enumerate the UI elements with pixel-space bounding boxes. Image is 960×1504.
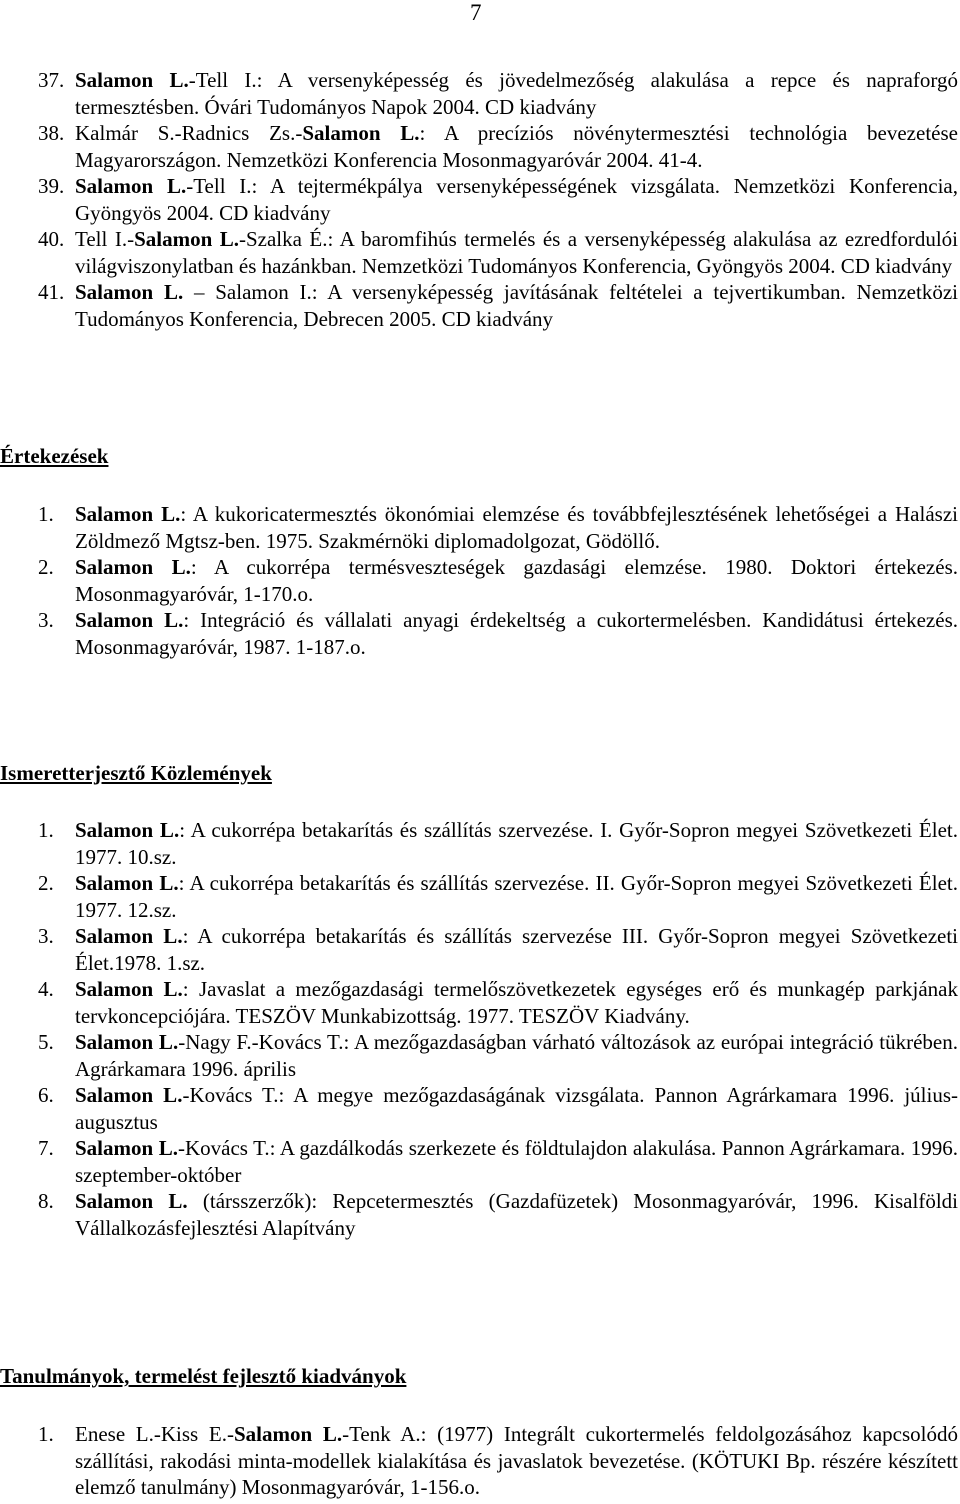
item-number: 8. — [38, 1189, 54, 1213]
item-number: 1. — [38, 502, 54, 526]
section-heading-studies: Tanulmányok, termelést fejlesztő kiadványok — [0, 1364, 407, 1388]
conference-publication-list — [38, 67, 958, 332]
publication-item — [38, 120, 958, 173]
citation-text: -Tell I.: A tejtermékpálya versenyképességének vizsgálata. Nemzetközi Konferencia, Gyöngyös 2004. CD kiadvány — [75, 174, 958, 225]
citation-text: -Nagy F.-Kovács T.: A mezőgazdaságban várható változások az európai integráció tükrében. Agrárkamara 1996. április — [75, 1030, 958, 1081]
author-highlight: Salamon L. — [75, 280, 184, 304]
section-heading-dissertations: Értekezések — [0, 444, 109, 468]
publication-item — [38, 554, 958, 607]
publication-item — [38, 976, 958, 1029]
publication-item — [38, 1188, 958, 1241]
publication-item — [38, 817, 958, 870]
citation-text: Tell I.- — [75, 227, 135, 251]
item-number: 5. — [38, 1030, 54, 1054]
publication-item — [38, 1421, 958, 1501]
citation-text: : A kukoricatermesztés ökonómiai elemzése és továbbfejlesztésének lehetőségei a Halászi Zöldmező Mgtsz-ben. 1975. Szakmérnöki diplomadolgozat, Gödöllő. — [75, 502, 958, 553]
author-highlight: Salamon L. — [75, 1136, 178, 1160]
author-highlight: Salamon L. — [75, 502, 181, 526]
citation-text: Enese L.-Kiss E.- — [75, 1422, 234, 1446]
citation-text: -Kovács T.: A gazdálkodás szerkezete és földtulajdon alakulása. Pannon Agrárkamara. 1996. szeptember-október — [75, 1136, 958, 1187]
author-highlight: Salamon L. — [75, 1030, 179, 1054]
publication-item — [38, 1029, 958, 1082]
author-highlight: Salamon L. — [134, 227, 239, 251]
section-heading-popular-publications: Ismeretterjesztő Közlemények — [0, 761, 272, 785]
publication-item — [38, 1135, 958, 1188]
item-number: 37. — [38, 68, 65, 92]
author-highlight: Salamon L. — [75, 608, 184, 632]
author-highlight: Salamon L. — [75, 174, 187, 198]
publication-item — [38, 501, 958, 554]
citation-text: : A cukorrépa betakarítás és szállítás szervezése. I. Győr-Sopron megyei Szövetkezeti Élet. 1977. 10.sz. — [75, 818, 958, 869]
item-number: 2. — [38, 871, 54, 895]
author-highlight: Salamon L. — [75, 1189, 188, 1213]
publication-item — [38, 279, 958, 332]
author-highlight: Salamon L. — [75, 924, 183, 948]
citation-text: (társszerzők): Repcetermesztés (Gazdafüzetek) Mosonmagyaróvár, 1996. Kisalföldi Vállalkozásfejlesztési Alapítvány — [75, 1189, 959, 1240]
dissertation-list — [38, 501, 958, 660]
publication-item — [38, 923, 958, 976]
citation-text: : Javaslat a mezőgazdasági termelőszövetkezetek egységes erő és munkagép parkjának tervkoncepciójára. TESZÖV Munkabizottság. 1977. TESZÖV Kiadvány. — [75, 977, 958, 1028]
author-highlight: Salamon L. — [75, 1083, 183, 1107]
citation-text: -Kovács T.: A megye mezőgazdaságának vizsgálata. Pannon Agrárkamara 1996. július-augusztus — [75, 1083, 959, 1134]
item-number: 7. — [38, 1136, 54, 1160]
citation-text: : A cukorrépa termésveszteségek gazdasági elemzése. 1980. Doktori értekezés. Mosonmagyaróvár, 1-170.o. — [75, 555, 958, 606]
popular-publication-list — [38, 817, 958, 1241]
item-number: 40. — [38, 227, 65, 251]
publication-item — [38, 173, 958, 226]
item-number: 1. — [38, 818, 54, 842]
publication-item — [38, 607, 958, 660]
page-number: 7 — [470, 0, 482, 25]
publication-item — [38, 67, 958, 120]
author-highlight: Salamon L. — [75, 977, 183, 1001]
citation-text: : A cukorrépa betakarítás és szállítás szervezése. II. Győr-Sopron megyei Szövetkezeti Élet. 1977. 12.sz. — [75, 871, 958, 922]
author-highlight: Salamon L. — [302, 121, 420, 145]
citation-text: : A cukorrépa betakarítás és szállítás szervezése III. Győr-Sopron megyei Szövetkezeti Élet.1978. 1.sz. — [75, 924, 959, 975]
item-number: 38. — [38, 121, 65, 145]
item-number: 1. — [38, 1422, 54, 1446]
item-number: 3. — [38, 608, 54, 632]
item-number: 6. — [38, 1083, 54, 1107]
author-highlight: Salamon L. — [233, 1422, 343, 1446]
citation-text: : A precíziós növénytermesztési technológia bevezetése Magyarországon. Nemzetközi Konferencia Mosonmagyaróvár 2004. 41-4. — [75, 121, 958, 172]
publication-item — [38, 870, 958, 923]
citation-text: -Tell I.: A versenyképesség és jövedelmezőség alakulása a repce és napraforgó termesztésben. Óvári Tudományos Napok 2004. CD kiadvány — [75, 68, 958, 119]
studies-list — [38, 1421, 958, 1501]
author-highlight: Salamon L. — [75, 871, 179, 895]
item-number: 3. — [38, 924, 54, 948]
citation-text: – Salamon I.: A versenyképesség javításának feltételei a tejvertikumban. Nemzetközi Tudományos Konferencia, Debrecen 2005. CD kiadvány — [75, 280, 958, 331]
item-number: 2. — [38, 555, 54, 579]
author-highlight: Salamon L. — [75, 818, 180, 842]
item-number: 4. — [38, 977, 54, 1001]
publication-item — [38, 1082, 958, 1135]
citation-text: : Integráció és vállalati anyagi érdekeltség a cukortermelésben. Kandidátusi értekezés. Mosonmagyaróvár, 1987. 1-187.o. — [75, 608, 958, 659]
author-highlight: Salamon L. — [75, 68, 189, 92]
citation-text: Kalmár S.-Radnics Zs.- — [75, 121, 303, 145]
citation-text: -Szalka É.: A baromfihús termelés és a versenyképesség alakulása az ezredfordulói világviszonylatban és hazánkban. Nemzetközi Tudományos Konferencia, Gyöngyös 2004. CD kiadvány — [75, 227, 958, 278]
publication-item — [38, 226, 958, 279]
item-number: 39. — [38, 174, 65, 198]
author-highlight: Salamon L. — [75, 555, 191, 579]
citation-text: -Tenk A.: (1977) Integrált cukortermelés feldolgozásához kapcsolódó szállítási, rakodási minta-modellek kialakítása és javaslatok bevezetése. (KÖTUKI Bp. részére készített elemző tanulmány) Mosonmagyaróvár, 1-156.o. — [75, 1422, 958, 1499]
item-number: 41. — [38, 280, 65, 304]
